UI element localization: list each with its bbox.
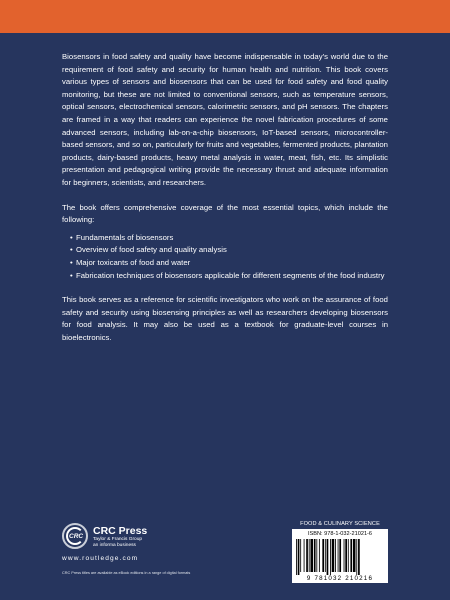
barcode-bar bbox=[304, 539, 305, 572]
publisher-informa: an informa business bbox=[93, 543, 136, 548]
barcode-bar bbox=[322, 539, 324, 572]
publisher-name: CRC Press bbox=[93, 525, 148, 537]
top-accent-bar bbox=[0, 0, 450, 33]
publisher-brand bbox=[93, 525, 147, 549]
publisher-website: www.routledge.com bbox=[62, 555, 139, 562]
barcode-digits: 9 781032 210216 bbox=[306, 575, 374, 582]
barcode-bar bbox=[298, 539, 300, 575]
barcode-bar bbox=[300, 539, 301, 572]
barcode-bar bbox=[353, 539, 356, 572]
description-paragraph-3: This book serves as a reference for scientific investigators who work on the assurance of food safety and security using biosensing principles as well as researchers developing biosensors for food analysis. It may also be used as a textbook for graduate-level courses in bioelectronics. bbox=[62, 295, 388, 342]
barcode-bar bbox=[338, 539, 339, 572]
ebook-note: CRC Press titles are available as eBook editions in a range of digital formats bbox=[62, 571, 191, 575]
publisher-tagline: Taylor & Francis Group bbox=[93, 537, 143, 542]
back-cover-description bbox=[62, 51, 388, 344]
barcode-bar bbox=[344, 539, 345, 572]
barcode-bar bbox=[316, 539, 317, 572]
topic-item: • Major toxicants of food and water bbox=[70, 257, 388, 270]
crc-logo-icon bbox=[62, 523, 88, 549]
description-paragraph-2: The book offers comprehensive coverage of the most essential topics, which include the following: bbox=[62, 202, 388, 225]
barcode-bar bbox=[332, 539, 335, 572]
barcode-bar bbox=[339, 539, 341, 572]
bullet-icon: • bbox=[70, 257, 73, 267]
barcode-bar bbox=[319, 539, 320, 572]
barcode-bar bbox=[358, 539, 360, 575]
barcode-bar bbox=[309, 539, 310, 572]
topic-item: • Fundamentals of biosensors bbox=[70, 232, 388, 245]
barcode-bar bbox=[348, 539, 349, 572]
barcode-bar bbox=[335, 539, 336, 572]
barcode-bar bbox=[345, 539, 347, 572]
topic-item: • Fabrication techniques of biosensors applicable for different segments of the food industry bbox=[70, 270, 388, 283]
bullet-icon: • bbox=[70, 232, 73, 242]
logo-letters: CRC bbox=[69, 533, 84, 540]
isbn-text: ISBN: 978-1-032-21021-6 bbox=[307, 531, 373, 537]
isbn-block bbox=[292, 521, 388, 583]
barcode-box bbox=[292, 529, 388, 583]
barcode-bar bbox=[350, 539, 352, 572]
barcode-bar bbox=[310, 539, 313, 572]
description-paragraph-1: Biosensors in food safety and quality have become indispensable in today's world due to the requirement of food safety and security for human health and nutrition. This book covers various types of sensors and biosensors that can be used for food safety and food quality monitoring, but these are not limited to conventional sensors, such as temperature sensors, optical sensors, electrochemical sensors, calorimetric sensors, and pH sensors. The chapters are framed in a way that readers can experience the novel fabrication procedures of some advanced sensors, including lab-on-a-chip biosensors, IoT-based sensors, microcontroller-based sensors, and so on, particularly for fruits and vegetables, fermented products, plantation products, dairy-based products, heavy metal analysis in water, meat, fish, etc. Its simplistic presentation and pedagogical writing provide the necessary thrust and adequate information for beginners, scientists, and researchers. bbox=[62, 52, 388, 187]
topics-list bbox=[62, 232, 388, 282]
subject-category: FOOD & CULINARY SCIENCE bbox=[300, 521, 380, 527]
barcode-bar bbox=[296, 539, 297, 575]
barcode-bar bbox=[325, 539, 326, 572]
bullet-icon: • bbox=[70, 270, 73, 280]
barcode-icon bbox=[295, 539, 385, 575]
barcode-bar bbox=[327, 539, 329, 575]
barcode-bar bbox=[356, 539, 357, 575]
barcode-bar bbox=[330, 539, 331, 575]
bullet-icon: • bbox=[70, 245, 73, 255]
topic-item: • Overview of food safety and quality analysis bbox=[70, 244, 388, 257]
barcode-bar bbox=[314, 539, 316, 572]
barcode-bar bbox=[306, 539, 308, 572]
